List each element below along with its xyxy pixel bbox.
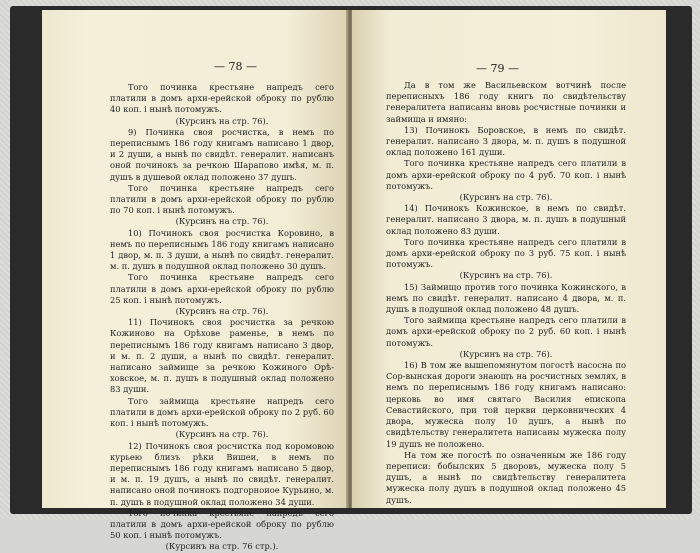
page-reference-line: (Курсинъ на стр. 76 стр.). bbox=[165, 541, 279, 552]
paragraph: 10) Починокъ своя росчистка Коровино, в немъ по переписнымъ 186 году книгамъ написано 1 двор, м. п. 3 души, а нынѣ по свидѣт. генералит. м. п. душъ в подушной оклад положено 30 душъ. bbox=[110, 227, 334, 272]
paragraph: 13) Починокъ Боровское, в немъ по свидѣт. генералит. написано 3 двора, м. п. душъ в подушной оклад положено 161 души. bbox=[386, 124, 626, 158]
paragraph: Того займища крестьяне напредъ сего платили в домъ архи-ерейской оброку по 2 руб. 60 коп. і нынѣ потомужъ. bbox=[110, 395, 334, 429]
page-reference-line: (Курсинъ на стр. 76). bbox=[175, 115, 269, 126]
right-page-number: — 79 — bbox=[476, 62, 519, 75]
paragraph: 11) Починокъ своя росчистка за речкою Кожиново на Орѣхове раменье, в немъ по переписнымъ 186 году книгамъ написано 3 двор, и м. п. 2 души, а нынѣ по свидѣт. генералит. написано займище за речкою Кожиного Орѣ-ховское, м. п. душъ в подушный оклад положено 83 души. bbox=[110, 317, 334, 395]
paragraph: Того займища крестьяне напредъ сего платили в домъ архи-ерейской оброку по 2 руб. 60 коп. і нынѣ потомужъ. bbox=[386, 315, 626, 348]
paragraph: 15) Займищо против того починка Кожинского, в немъ по свидѣт. генералит. написано 4 двора, м. п. душъ в подушной оклад положено 48 душъ. bbox=[386, 281, 626, 315]
paragraph: Да в том же Васильевском вотчинѣ после переписныхъ 186 году книгъ по свидѣтельству генералитета написаны вновь росчистные починки и займища и имяно: bbox=[386, 80, 626, 124]
page-reference-line: (Курсинъ на стр. 76). bbox=[459, 270, 553, 281]
paragraph: Того починка крестьяне напредъ сего платили в домъ архи-ерейской оброку по 4 руб. 70 коп. і нынѣ потомужъ. bbox=[386, 158, 626, 191]
paragraph: Того починка крестьяне напредъ сего платили в домъ архи-ерейской оброку по рублю по 70 коп. і нынѣ потомужъ. bbox=[110, 182, 334, 216]
paragraph: 9) Починка своя росчистка, в немъ по переписнымъ 186 году книгамъ написано 1 двор, и 2 души, а нынѣ по свидѣт. генералит. написанъ оной починокъ за речкою Шарапово имѣя, м. п. душъ в душевой оклад положено 37 душъ. bbox=[110, 126, 334, 182]
paragraph: 16) В том же вышепомянутом погостѣ насосна по Сор-вынская дороги знающъ на росчистных землях, в немъ по переписнымъ 186 году книгамъ написано: церковь во имя святаго Василия епископа Севастийского, при той церкви церковнических 4 двора, мужеска полу 10 душъ, а нынѣ по свидѣтельству генералитета написаны мужеска полу 19 душъ не положено. bbox=[386, 360, 626, 449]
left-page bbox=[42, 10, 348, 552]
paragraph: Того починка крестьяне напредъ сего платили в домъ архи-ерейской оброку по 3 руб. 75 коп. і нынѣ потомужъ. bbox=[386, 236, 626, 270]
page-reference-line: (Курсинъ на стр. 76). bbox=[175, 429, 269, 440]
paragraph: На том же погостѣ по означенным же 186 году переписи: бобылских 5 дворовъ, мужеска полу 5 душъ, а нынѣ по свидѣтельству генералитета мужеска полу душъ в подушной оклад положено 45 душъ. bbox=[386, 449, 626, 505]
right-page-text bbox=[386, 80, 626, 506]
paragraph: Того починка крестьяне напредъ сего платили в домъ архи-ерейской оброку по рублю 40 коп. і нынѣ потомужъ. bbox=[110, 82, 334, 115]
paragraph: 14) Починокъ Кожинское, в немъ по свидѣт. генералит. написано 3 двора, м. п. душъ в подушный оклад положено 83 души. bbox=[386, 203, 626, 236]
page-reference-line: (Курсинъ на стр. 76). bbox=[175, 306, 269, 317]
left-page-number: — 78 — bbox=[214, 60, 257, 73]
paragraph: Того починка крестьяне напредъ сего платили в домъ архи-ерейской оброку по рублю 50 коп. і нынѣ потомужъ. bbox=[110, 507, 334, 541]
right-page bbox=[352, 10, 666, 508]
paragraph: 12) Починокъ своя росчистка под коромовою курьею близъ рѣки Вишеи, в немъ по переписнымъ 186 году книгамъ написано 5 двор, и м. п. 19 душъ, а нынѣ по свидѣт. генералит. написано оной починокъ подгорноиое Курьино, м. п. душъ в подушной оклад положено 34 души. bbox=[110, 440, 334, 507]
page-reference-line: (Курсинъ на стр. 76). bbox=[459, 348, 553, 359]
page-reference-line: (Курсинъ на стр. 76). bbox=[459, 192, 553, 203]
paragraph: Того починка крестьяне напредъ сего платили в домъ архи-ерейской оброку по рублю 25 коп. і нынѣ потомужъ. bbox=[110, 272, 334, 305]
left-page-text bbox=[110, 82, 334, 553]
page-reference-line: (Курсинъ на стр. 76). bbox=[175, 216, 269, 227]
